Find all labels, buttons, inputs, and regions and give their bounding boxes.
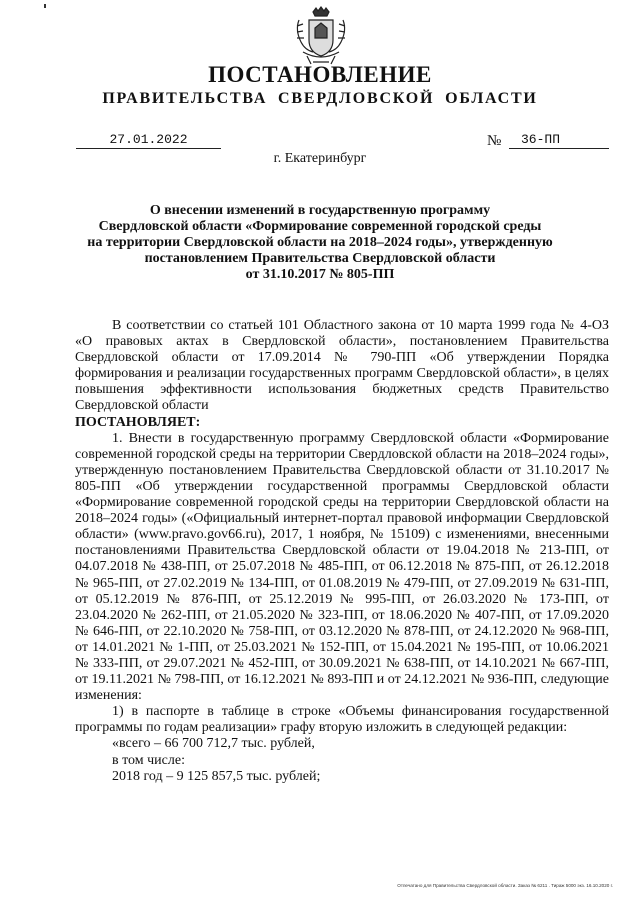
document-subtitle: ПРАВИТЕЛЬСТВА СВЕРДЛОВСКОЙ ОБЛАСТИ xyxy=(102,90,538,107)
heading-line: от 31.10.2017 № 805-ПП xyxy=(245,267,395,282)
document-title: ПОСТАНОВЛЕНИЕ xyxy=(208,62,432,87)
document-date: 27.01.2022 xyxy=(76,132,221,149)
scan-mark xyxy=(44,4,46,8)
heading-line: на территории Свердловской области на 2018–2024 годы», утвержденную xyxy=(87,235,553,250)
quote-line: в том числе: xyxy=(112,752,185,768)
item-1-paragraph: 1. Внести в государственную программу Свердловской области «Формирование современной городской среды на территории Свердловской области на 2018–2024 годы», утвержденную постановлением Правительства Свердловской области от 31.10.2017 № 805-ПП «Об утверждении государственной программы Свердловской области «Формирование современной городской среды на территории Свердловской области на 2018–2024 годы» («Официальный интернет-портал правовой информации Свердловской области» (www.pravo.gov66.ru), 2017, 1 ноября, № 15109) с изменениями, внесенными постановлениями Правительства Свердловской области от 19.04.2018 № 213-ПП, от 04.07.2018 № 438-ПП, от 25.07.2018 № 485-ПП, от 06.12.2018 № 875-ПП, от 26.12.2018 № 965-ПП, от 27.02.2019 № 134-ПП, от 01.08.2019 № 479-ПП, от 27.09.2019 № 631-ПП, от 05.12.2019 № 876-ПП, от 25.12.2019 № 995-ПП, от 26.03.2020 № 173-ПП, от 23.04.2020 № 262-ПП, от 21.05.2020 № 323-ПП, от 18.06.2020 № 407-ПП, от 17.09.2020 № 646-ПП, от 22.10.2020 № 758-ПП, от 03.12.2020 № 878-ПП, от 24.12.2020 № 968-ПП, от 14.01.2021 № 1-ПП, от 25.03.2021 № 152-ПП, от 15.04.2021 № 195-ПП, от 10.06.2021 № 333-ПП, от 29.07.2021 № 452-ПП, от 30.09.2021 № 638-ПП, от 14.10.2021 № 667-ПП, от 19.11.2021 № 798-ПП, от 16.12.2021 № 893-ПП и от 24.12.2021 № 936-ПП, следующие изменения: xyxy=(75,430,609,704)
heading-line: Свердловской области «Формирование современной городской среды xyxy=(98,219,542,234)
city: г. Екатеринбург xyxy=(273,151,367,166)
quote-line: «всего – 66 700 712,7 тыс. рублей, xyxy=(112,736,315,752)
postanovlyaet-label: ПОСТАНОВЛЯЕТ: xyxy=(75,414,201,430)
number-sign: № xyxy=(487,133,502,149)
quote-line: 2018 год – 9 125 857,5 тыс. рублей; xyxy=(112,768,321,784)
heading-line: О внесении изменений в государственную программу xyxy=(149,203,491,218)
document-body xyxy=(75,318,609,785)
coat-of-arms-icon xyxy=(293,6,349,68)
document-heading xyxy=(60,203,580,283)
print-footer: Отпечатано для Правительства Свердловской области. Заказ № 6211 . Тираж 5000 экз. 16.10.2020 г. xyxy=(397,883,613,888)
heading-line: постановлением Правительства Свердловской области xyxy=(144,251,496,266)
preamble-paragraph: В соответствии со статьей 101 Областного закона от 10 марта 1999 года № 4-ОЗ «О правовых актах в Свердловской области», постановлением Правительства Свердловской области от 17.09.2014 № 790-ПП «Об утверждении Порядка формирования и реализации государственных программ Свердловской области», в целях повышения эффективности использования бюджетных средств Правительство Свердловской области xyxy=(75,318,609,414)
document-number: 36-ПП xyxy=(509,132,609,149)
subitem-1-paragraph: 1) в паспорте в таблице в строке «Объемы финансирования государственной программы по годам реализации» графу вторую изложить в следующей редакции: xyxy=(75,704,609,736)
